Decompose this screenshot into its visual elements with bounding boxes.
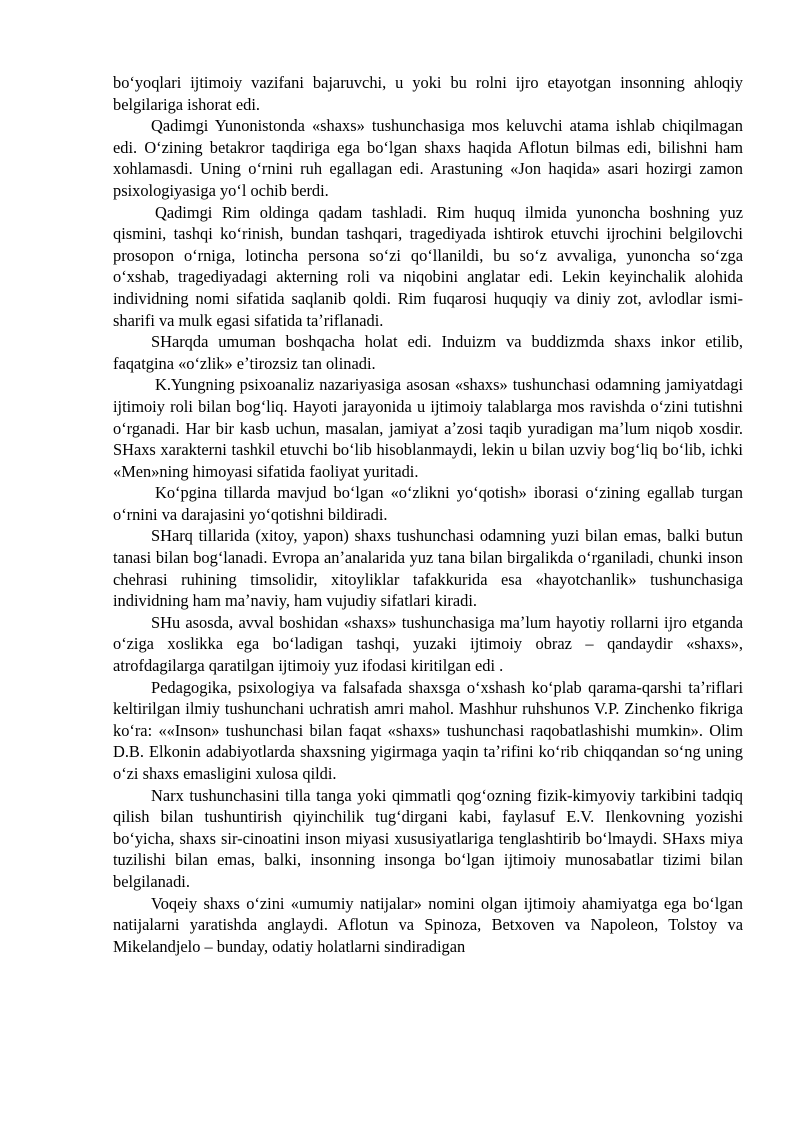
paragraph: Voqeiy shaxs oʻzini «umumiy natijalar» nomini olgan ijtimoiy ahamiyatga ega boʻlgan natijalarni yaratishda anglaydi. Aflotun va Spinoza, Betxoven va Napoleon, Tolstoy va Mikelandjelo – bunday, odatiy holatlarni sindiradigan (113, 893, 743, 956)
paragraph: Qadimgi Rim oldinga qadam tashladi. Rim huquq ilmida yunoncha boshning yuz qismini, tashqi koʻrinish, bundan tashqari, tragediyada ishtirok etuvchi ijrochini belgilovchi prosopon oʻrniga, lotincha persona soʻzi qoʻllanildi, bu soʻz avvaliga, yunoncha soʻzga oʻxshab, tragediyadagi akterning roli va niqobini anglatar edi. Lekin keyinchalik alohida individning nomi sifatida saqlanib qoldi. Rim fuqarosi huquqiy va diniy zot, avlodlar ismi-sharifi va mulk egasi sifatida taʼriflanadi. (113, 202, 743, 330)
document-page (113, 72, 743, 957)
paragraph: SHarqda umuman boshqacha holat edi. Induizm va buddizmda shaxs inkor etilib, faqatgina «oʻzlik» eʼtirozsiz tan olinadi. (113, 332, 743, 373)
paragraph: Koʻpgina tillarda mavjud boʻlgan «oʻzlikni yoʻqotish» iborasi oʻzining egallab turgan oʻrnini va darajasini yoʻqotishni bildiradi. (113, 483, 743, 524)
paragraph: Qadimgi Yunonistonda «shaxs» tushunchasiga mos keluvchi atama ishlab chiqilmagan edi. Oʻzining betakror taqdiriga ega boʻlgan shaxs haqida Aflotun bilmas edi, bilishni ham xohlamasdi. Uning oʻrnini ruh egallagan edi. Arastuning «Jon haqida» asari hozirgi zamon psixologiyasiga yoʻl ochib berdi. (113, 116, 743, 200)
paragraph: K.Yungning psixoanaliz nazariyasiga asosan «shaxs» tushunchasi odamning jamiyatdagi ijtimoiy roli bilan bogʻliq. Hayoti jarayonida u ijtimoiy talablarga mos ravishda oʻzini tutishni oʻrganadi. Har bir kasb uchun, masalan, jamiyat aʼzosi taqib yuradigan maʼlum niqob xosdir. SHaxs xarakterni tashkil etuvchi boʻlib hisoblanmaydi, lekin u bilan uzviy bogʻliq boʻlib, ichki «Men»ning himoyasi sifatida faoliyat yuritadi. (113, 375, 743, 481)
paragraph: Narx tushunchasini tilla tanga yoki qimmatli qogʻozning fizik-kimyoviy tarkibini tadqiq qilish bilan tushuntirish qiyinchilik tugʻdirgani kabi, faylasuf E.V. Ilenkovning yozishi boʻyicha, shaxs sir-cinoatini inson miyasi xususiyatlariga tenglashtirib boʻlmaydi. SHaxs miya tuzilishi bilan emas, balki, insonning insonga boʻlgan ijtimoiy munosabatlar tizimi bilan belgilanadi. (113, 785, 743, 891)
paragraph: SHu asosda, avval boshidan «shaxs» tushunchasiga maʼlum hayotiy rollarni ijro etganda oʻziga xoslikka ega boʻladigan tashqi, yuzaki ijtimoiy obraz – qandaydir «shaxs», atrofdagilarga qaratilgan ijtimoiy yuz ifodasi kiritilgan edi . (113, 612, 743, 676)
paragraph: SHarq tillarida (xitoy, yapon) shaxs tushunchasi odamning yuzi bilan emas, balki butun tanasi bilan bogʻlanadi. Evropa anʼanalarida yuz tana bilan birgalikda oʻrganiladi, chunki inson chehrasi ruhining timsolidir, xitoyliklar tafakkurida esa «hayotchanlik» tushunchasiga individning ham maʼnaviy, ham vujudiy sifatlari kiradi. (113, 526, 743, 611)
paragraph: Pedagogika, psixologiya va falsafada shaxsga oʻxshash koʻplab qarama-qarshi taʼriflari keltirilgan ilmiy tushunchani uchratish amri mahol. Mashhur ruhshunos V.P. Zinchenko fikriga koʻra: ««Inson» tushunchasi bilan faqat «shaxs» tushunchasi raqobatlashishi mumkin». Olim D.B. Elkonin adabiyotlarda shaxsning yigirmaga yaqin taʼrifini koʻrib chiqqandan soʻng uning oʻzi shaxs emasligini xulosa qildi. (113, 677, 743, 783)
paragraph: boʻyoqlari ijtimoiy vazifani bajaruvchi, u yoki bu rolni ijro etayotgan insonning ahloqiy belgilariga ishorat edi. (113, 73, 743, 114)
